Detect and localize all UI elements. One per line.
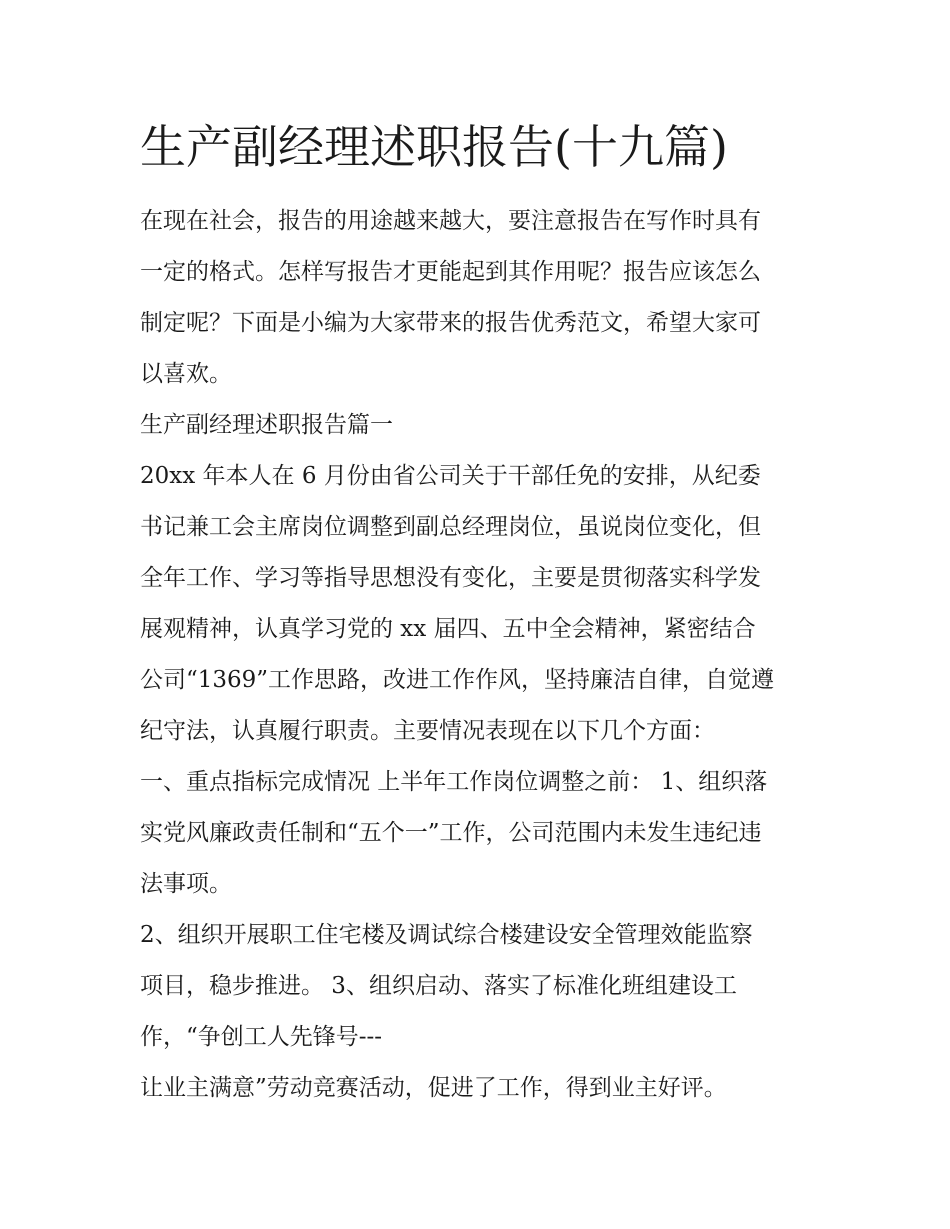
document-title: 生产副经理述职报告(十九篇) [140, 120, 728, 174]
body-line-7: 书记兼工会主席岗位调整到副总经理岗位，虽说岗位变化，但 [140, 514, 761, 540]
body-line-4: 以喜欢。 [140, 361, 232, 387]
body-line-17: 作，“争创工人先锋号--- [140, 1024, 383, 1050]
body-line-18: 让业主满意”劳动竞赛活动，促进了工作，得到业主好评。 [140, 1075, 727, 1101]
body-line-14: 法事项。 [140, 871, 232, 897]
body-line-8: 全年工作、学习等指导思想没有变化，主要是贯彻落实科学发 [140, 565, 761, 591]
section-heading: 生产副经理述职报告篇一 [140, 412, 393, 438]
body-line-6: 20xx 年本人在 6 月份由省公司关于干部任免的安排，从纪委 [140, 463, 761, 489]
body-line-2: 一定的格式。怎样写报告才更能起到其作用呢？报告应该怎么 [140, 259, 761, 285]
body-line-11: 纪守法，认真履行职责。主要情况表现在以下几个方面： [140, 718, 715, 744]
body-line-3: 制定呢？下面是小编为大家带来的报告优秀范文，希望大家可 [140, 310, 761, 336]
body-line-9: 展观精神，认真学习党的 xx 届四、五中全会精神，紧密结合 [140, 616, 756, 642]
body-line-16: 项目，稳步推进。 3、组织启动、落实了标准化班组建设工 [140, 973, 737, 999]
body-line-1: 在现在社会，报告的用途越来越大，要注意报告在写作时具有 [140, 208, 761, 234]
body-line-12: 一、重点指标完成情况 上半年工作岗位调整之前： 1、组织落 [140, 769, 768, 795]
body-line-15: 2、组织开展职工住宅楼及调试综合楼建设安全管理效能监察 [140, 922, 753, 948]
body-line-13: 实党风廉政责任制和“五个一”工作，公司范围内未发生违纪违 [140, 820, 762, 846]
body-line-10: 公司“1369”工作思路，改进工作作风，坚持廉洁自律，自觉遵 [140, 667, 775, 693]
